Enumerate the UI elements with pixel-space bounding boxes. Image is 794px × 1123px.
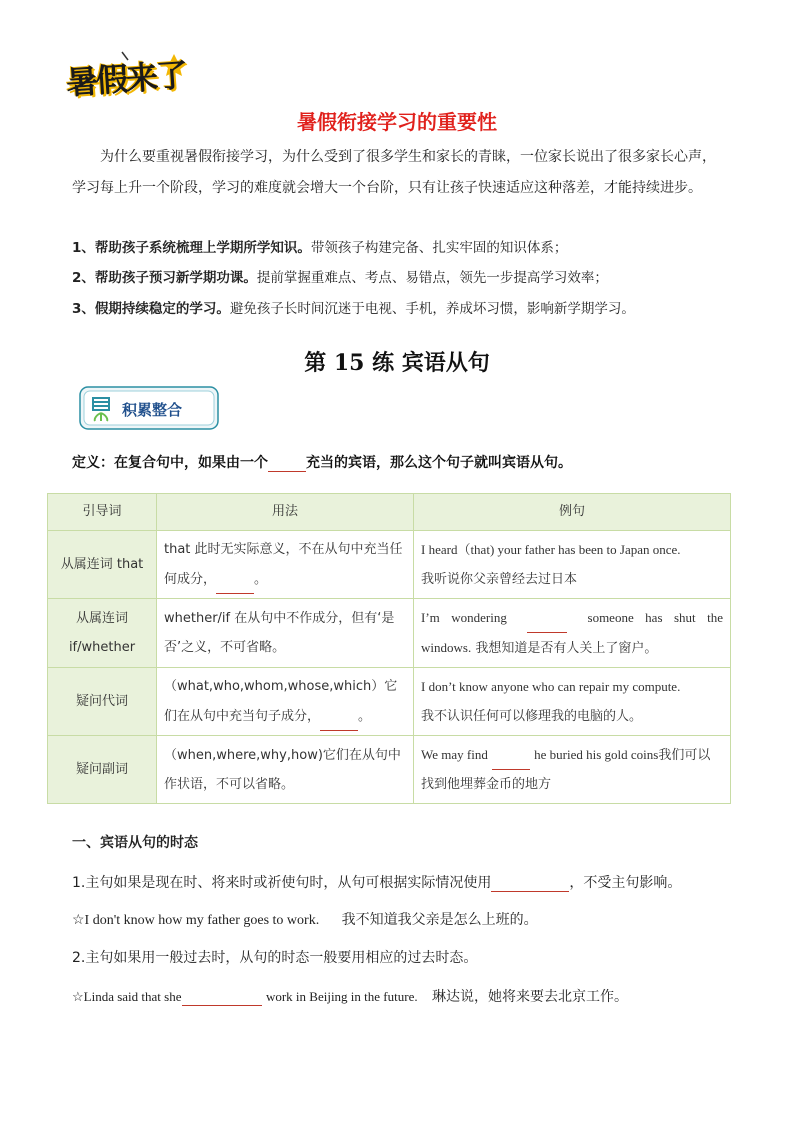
example-2-cn: 琳达说，她将来要去北京工作。 <box>432 989 629 1005</box>
definition-blank[interactable] <box>268 455 306 472</box>
definition-before: 定义：在复合句中，如果由一个 <box>72 455 268 471</box>
definition-after: 充当的宾语，那么这个句子就叫宾语从句。 <box>306 455 572 471</box>
example-1 <box>72 909 538 929</box>
example-cell <box>414 531 731 599</box>
logo-text: 暑假来了 <box>64 55 188 103</box>
usage-end: 。 <box>358 709 372 724</box>
definition <box>72 452 572 472</box>
point-1 <box>72 237 732 259</box>
guide-cell: 疑问副词 <box>48 736 157 804</box>
example-cell <box>414 599 731 668</box>
usage-text: （what,who,whom,whose,which）它们在从句中充当句子成分， <box>164 679 398 724</box>
table-row <box>48 736 731 804</box>
example-en: I heard（that) your father has been to Japan once. <box>421 542 681 557</box>
example-en-a: I’m wondering <box>421 610 507 625</box>
guide-cell: 疑问代词 <box>48 668 157 736</box>
table-header-row <box>48 494 731 531</box>
example-2 <box>72 986 628 1006</box>
point-1-text: 带领孩子构建完备、扎实牢固的知识体系； <box>310 240 568 256</box>
lesson-title: 第 15 练 宾语从句 <box>304 350 490 376</box>
example-cn: 我听说你父亲曾经去过日本 <box>421 572 578 587</box>
example-blank[interactable] <box>527 603 567 633</box>
table-row <box>48 531 731 599</box>
table-row <box>48 668 731 736</box>
example-en: I don’t know anyone who can repair my compute. <box>421 679 681 694</box>
example-cn: 我不认识任何可以修理我的电脑的人。 <box>421 709 643 724</box>
example-cn: 我们可以找到他埋葬金币的地方 <box>421 748 711 792</box>
point-3 <box>72 298 732 320</box>
guide-word-table <box>47 493 731 804</box>
rule-2: 2.主句如果用一般过去时，从句的时态一般要用相应的过去时态。 <box>72 950 478 966</box>
usage-blank[interactable] <box>320 701 358 731</box>
point-3-text: 避免孩子长时间沉迷于电视、手机，养成坏习惯，影响新学期学习。 <box>229 301 635 317</box>
example-en-b: he buried his gold coins <box>534 747 659 762</box>
table-row <box>48 599 731 668</box>
example-2-blank[interactable] <box>182 989 262 1006</box>
example-cell <box>414 736 731 804</box>
example-1-cn: 我不知道我父亲是怎么上班的。 <box>341 912 538 928</box>
main-title: 暑假衔接学习的重要性 <box>297 110 497 134</box>
example-2-b: work in Beijing in the future. <box>265 989 418 1004</box>
point-2-text: 提前掌握重难点、考点、易错点，领先一步提高学习效率； <box>256 270 608 286</box>
rule-1-blank[interactable] <box>491 875 569 892</box>
point-1-bold: 1、帮助孩子系统梳理上学期所学知识。 <box>72 240 311 256</box>
summer-logo <box>62 48 192 108</box>
example-1-en: ☆I don't know how my father goes to work. <box>72 913 320 928</box>
rule-1-end: ，不受主句影响。 <box>569 875 682 891</box>
usage-cell <box>157 668 414 736</box>
usage-text: that 此时无实际意义，不在从句中充当任何成分， <box>164 542 403 587</box>
usage-cell <box>157 531 414 599</box>
rule-1-text: 1.主句如果是现在时、将来时或祈使句时，从句可根据实际情况使用 <box>72 875 492 891</box>
rule-1 <box>72 872 681 892</box>
table-header-example: 例句 <box>414 494 731 531</box>
intro-paragraph: 为什么要重视暑假衔接学习，为什么受到了很多学生和家长的青睐，一位家长说出了很多家长心声，学习每上升一个阶段，学习的难度就会增大一个台阶，只有让孩子快速适应这种落差，才能持续进步。 <box>72 149 716 196</box>
example-cell <box>414 668 731 736</box>
section-badge <box>78 383 223 433</box>
point-3-bold: 3、假期持续稳定的学习。 <box>72 301 230 317</box>
table-header-usage: 用法 <box>157 494 414 531</box>
example-en-b: someone has shut the windows. <box>421 610 723 655</box>
example-2-a: ☆Linda said that she <box>72 989 182 1004</box>
example-blank[interactable] <box>492 740 530 770</box>
guide-cell: 从属连词 if/whether <box>48 599 157 668</box>
point-2-bold: 2、帮助孩子预习新学期功课。 <box>72 270 257 286</box>
usage-end: 。 <box>254 572 268 587</box>
example-en-a: We may find <box>421 747 488 762</box>
section-title: 一、宾语从句的时态 <box>72 835 198 851</box>
table-header-guide: 引导词 <box>48 494 157 531</box>
usage-cell: （when,where,why,how)它们在从句中作状语，不可以省略。 <box>157 736 414 804</box>
badge-label: 积累整合 <box>122 401 183 419</box>
example-cn: 我想知道是否有人关上了窗户。 <box>475 641 658 656</box>
point-2 <box>72 267 732 289</box>
guide-cell: 从属连词 that <box>48 531 157 599</box>
usage-cell: whether/if 在从句中不作成分，但有‘是否’之义，不可省略。 <box>157 599 414 668</box>
usage-blank[interactable] <box>216 564 254 594</box>
